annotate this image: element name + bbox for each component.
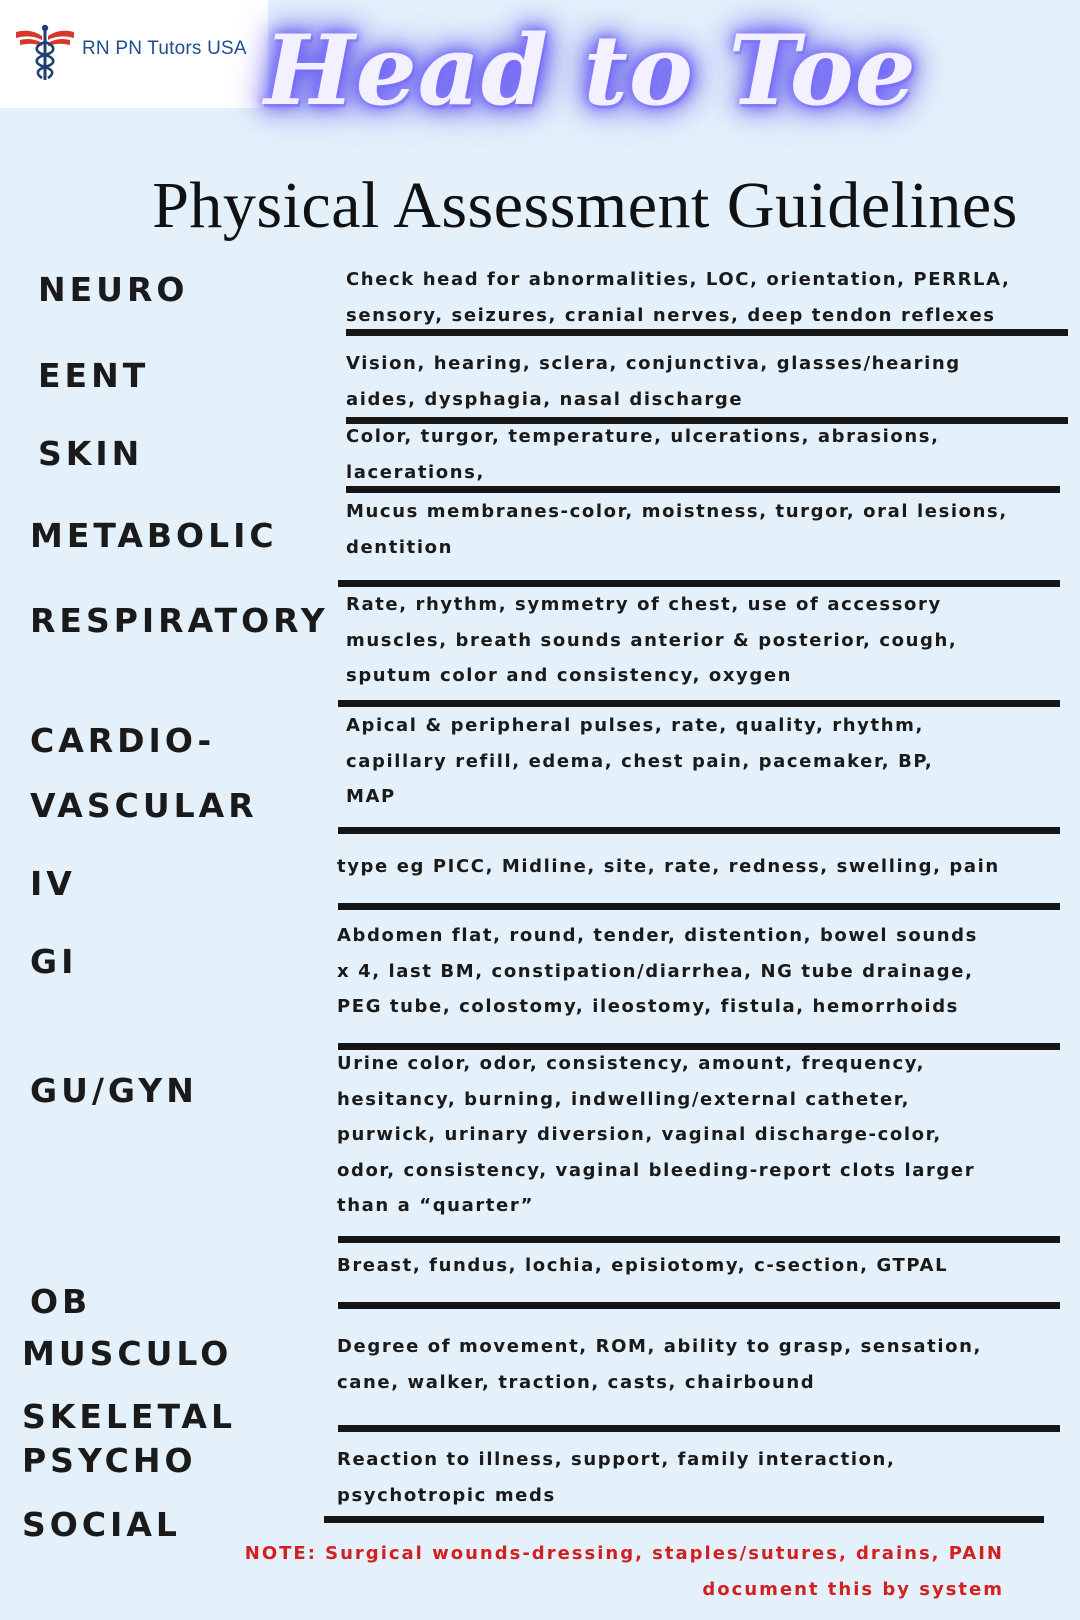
system-label: SOCIAL bbox=[22, 1505, 181, 1544]
system-label: NEURO bbox=[38, 270, 189, 309]
system-label: GU/GYN bbox=[30, 1071, 198, 1110]
system-label: IV bbox=[30, 864, 76, 903]
system-label: EENT bbox=[38, 356, 150, 395]
page-title: Head to Toe bbox=[264, 14, 917, 127]
system-description-line: MAP bbox=[346, 786, 396, 807]
system-description-line: Urine color, odor, consistency, amount, frequency, bbox=[337, 1053, 926, 1074]
system-description-line: Vision, hearing, sclera, conjunctiva, glasses/hearing bbox=[346, 353, 961, 374]
system-label: MUSCULO bbox=[22, 1334, 233, 1373]
system-label: GI bbox=[30, 942, 78, 981]
system-description-line: than a “quarter” bbox=[337, 1195, 535, 1216]
section-divider bbox=[338, 1425, 1060, 1432]
system-description-line: Mucus membranes-color, moistness, turgor, oral lesions, bbox=[346, 501, 1008, 522]
section-divider bbox=[324, 1516, 1044, 1523]
system-label: SKELETAL bbox=[22, 1397, 236, 1436]
system-label: OB bbox=[30, 1282, 92, 1321]
section-divider bbox=[338, 1302, 1060, 1309]
system-label: VASCULAR bbox=[30, 786, 258, 825]
system-label: CARDIO- bbox=[30, 721, 216, 760]
note-line-2: document this by system bbox=[702, 1579, 1004, 1600]
section-divider bbox=[338, 580, 1060, 587]
system-description-line: Apical & peripheral pulses, rate, quality, rhythm, bbox=[346, 715, 924, 736]
system-description-line: lacerations, bbox=[346, 461, 485, 483]
system-description-line: Check head for abnormalities, LOC, orientation, PERRLA, bbox=[346, 269, 1011, 290]
system-description-line: dentition bbox=[346, 536, 454, 558]
system-description-line: Degree of movement, ROM, ability to grasp, sensation, bbox=[337, 1336, 982, 1357]
system-description-line: purwick, urinary diversion, vaginal discharge-color, bbox=[337, 1124, 942, 1145]
system-label: SKIN bbox=[38, 434, 144, 473]
section-divider bbox=[338, 903, 1060, 910]
system-description-line: Reaction to illness, support, family interaction, bbox=[337, 1449, 896, 1470]
system-description-line: odor, consistency, vaginal bleeding-report clots larger bbox=[337, 1159, 976, 1181]
system-description-line: sputum color and consistency, oxygen bbox=[346, 665, 793, 686]
system-description-line: Abdomen flat, round, tender, distention, bowel sounds bbox=[337, 925, 978, 946]
section-divider bbox=[346, 329, 1068, 336]
brand-logo bbox=[0, 0, 268, 108]
section-divider bbox=[338, 827, 1060, 834]
system-description-line: x 4, last BM, constipation/diarrhea, NG tube drainage, bbox=[337, 960, 974, 982]
system-description-line: cane, walker, traction, casts, chairbound bbox=[337, 1371, 816, 1393]
caduceus-icon bbox=[12, 18, 78, 84]
system-description-line: PEG tube, colostomy, ileostomy, fistula, hemorrhoids bbox=[337, 996, 959, 1017]
system-description-line: sensory, seizures, cranial nerves, deep tendon reflexes bbox=[346, 304, 996, 326]
system-description-line: aides, dysphagia, nasal discharge bbox=[346, 388, 744, 410]
system-label: RESPIRATORY bbox=[30, 601, 329, 640]
note-line-1: NOTE: Surgical wounds-dressing, staples/sutures, drains, PAIN bbox=[244, 1543, 1004, 1564]
system-description-line: psychotropic meds bbox=[337, 1484, 556, 1506]
system-description-line: type eg PICC, Midline, site, rate, redness, swelling, pain bbox=[337, 856, 1000, 877]
system-label: PSYCHO bbox=[22, 1441, 197, 1480]
page-subtitle: Physical Assessment Guidelines bbox=[152, 169, 1018, 242]
system-description-line: muscles, breath sounds anterior & posterior, cough, bbox=[346, 629, 958, 651]
system-description-line: capillary refill, edema, chest pain, pacemaker, BP, bbox=[346, 750, 934, 772]
system-description-line: hesitancy, burning, indwelling/external catheter, bbox=[337, 1088, 911, 1110]
section-divider bbox=[346, 486, 1060, 493]
brand-name: RN PN Tutors USA bbox=[82, 38, 247, 59]
section-divider bbox=[338, 700, 1060, 707]
section-divider bbox=[338, 1236, 1060, 1243]
system-description-line: Rate, rhythm, symmetry of chest, use of accessory bbox=[346, 594, 942, 615]
system-description-line: Breast, fundus, lochia, episiotomy, c-section, GTPAL bbox=[337, 1255, 949, 1276]
system-label: METABOLIC bbox=[30, 516, 278, 555]
system-description-line: Color, turgor, temperature, ulcerations, abrasions, bbox=[346, 426, 940, 447]
